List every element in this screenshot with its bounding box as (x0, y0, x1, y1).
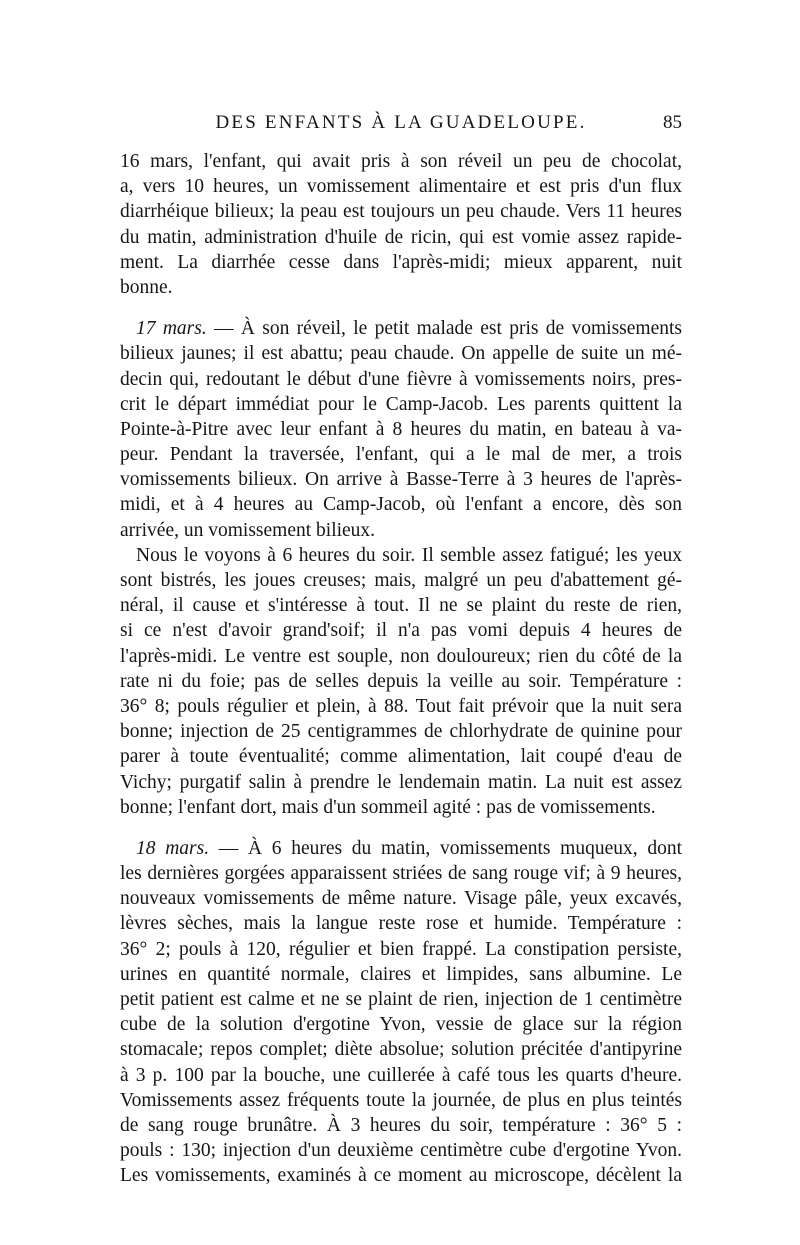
body-text (120, 149, 682, 1189)
entry-text: — À 6 heures du matin, vomissements muqueux, dont (209, 837, 682, 859)
text-line: diarrhéique bilieux; la peau est toujours un peu chaude. Vers 11 heures (120, 201, 682, 223)
text-line: nouveaux vomissements de même nature. Visage pâle, yeux excavés, (120, 888, 682, 910)
text-line: les dernières gorgées apparaissent striées de sang rouge vif; à 9 heures, (120, 863, 682, 885)
text-line: Vichy; purgatif salin à prendre le lendemain matin. La nuit est assez (120, 771, 682, 793)
text-line: vomissements bilieux. On arrive à Basse-Terre à 3 heures de l'après- (120, 469, 682, 491)
text-line: Les vomissements, examinés à ce moment au microscope, décèlent la (120, 1165, 682, 1187)
text-line: arrivée, un vomissement bilieux. (120, 519, 376, 541)
text-line (120, 316, 682, 341)
running-title: DES ENFANTS À LA GUADELOUPE. (215, 112, 587, 133)
text-line: 36° 8; pouls régulier et plein, à 88. Tout fait prévoir que la nuit sera (120, 695, 682, 717)
text-line: 36° 2; pouls à 120, régulier et bien frappé. La constipation persiste, (120, 938, 682, 960)
text-line: lèvres sèches, mais la langue reste rose et humide. Température : (120, 913, 682, 935)
text-line: à 3 p. 100 par la bouche, une cuillerée à café tous les quarts d'heure. (120, 1064, 682, 1086)
text-line: parer à toute éventualité; comme alimentation, lait coupé d'eau de (120, 746, 682, 768)
text-line: cube de la solution d'ergotine Yvon, vessie de glace sur la région (120, 1014, 682, 1036)
text-line: l'après-midi. Le ventre est souple, non douloureux; rien du côté de la (120, 645, 682, 667)
text-line: 16 mars, l'enfant, qui avait pris à son réveil un peu de chocolat, (120, 151, 682, 172)
text-line: pouls : 130; injection d'un deuxième centimètre cube d'ergotine Yvon. (120, 1140, 682, 1162)
text-line: bonne; injection de 25 centigrammes de chlorhydrate de quinine pour (120, 721, 682, 743)
text-line: a, vers 10 heures, un vomissement alimentaire et est pris d'un flux (120, 176, 682, 198)
text-line (120, 836, 682, 861)
paragraph-18-mars (120, 836, 682, 1189)
text-line: peur. Pendant la traversée, l'enfant, qui a le mal de mer, a trois (120, 444, 682, 466)
paragraph-16-mars (120, 149, 682, 300)
text-line: stomacale; repos complet; diète absolue; solution précitée d'antipyrine (120, 1039, 682, 1061)
text-line: sont bistrés, les joues creuses; mais, malgré un peu d'abattement gé- (120, 570, 682, 591)
text-line: Vomissements assez fréquents toute la journée, de plus en plus teintés (120, 1089, 682, 1111)
paragraph-17-mars (120, 316, 682, 543)
text-line: rate ni du foie; pas de selles depuis la veille au soir. Température : (120, 670, 682, 692)
entry-text: — À son réveil, le petit malade est pris de vomissements (206, 318, 682, 340)
entry-date: 17 mars. (136, 318, 207, 340)
text-line: bonne; l'enfant dort, mais d'un sommeil agité : pas de vomissements. (120, 796, 656, 818)
text-line: urines en quantité normale, claires et limpides, sans albumine. Le (120, 963, 682, 985)
text-line: crit le départ immédiat pour le Camp-Jacob. Les parents quittent la (120, 393, 682, 415)
text-line: du matin, administration d'huile de ricin, qui est vomie assez rapide- (120, 226, 682, 248)
text-line: decin qui, redoutant le début d'une fièvre à vomissements noirs, pres- (120, 368, 682, 390)
entry-date: 18 mars. (136, 837, 210, 859)
page-number: 85 (663, 112, 682, 133)
paragraph-6-heures-du-soir (120, 543, 682, 820)
text-line: néral, il cause et s'intéresse à tout. Il ne se plaint du reste de rien, (120, 595, 682, 617)
text-line: bonne. (120, 276, 173, 298)
text-line: Pointe-à-Pitre avec leur enfant à 8 heures du matin, en bateau à va- (120, 418, 682, 440)
text-line: bilieux jaunes; il est abattu; peau chaude. On appelle de suite un mé- (120, 343, 682, 365)
text-line: de sang rouge brunâtre. À 3 heures du soir, température : 36° 5 : (120, 1114, 682, 1136)
running-header (120, 112, 682, 142)
text-line: midi, et à 4 heures au Camp-Jacob, où l'enfant a encore, dès son (120, 494, 682, 516)
text-line: si ce n'est d'avoir grand'soif; il n'a pas vomi depuis 4 heures de (120, 620, 682, 642)
text-line: petit patient est calme et ne se plaint de rien, injection de 1 centimètre (120, 989, 682, 1010)
text-line: ment. La diarrhée cesse dans l'après-midi; mieux apparent, nuit (120, 251, 682, 273)
text-line: Nous le voyons à 6 heures du soir. Il semble assez fatigué; les yeux (136, 544, 682, 566)
